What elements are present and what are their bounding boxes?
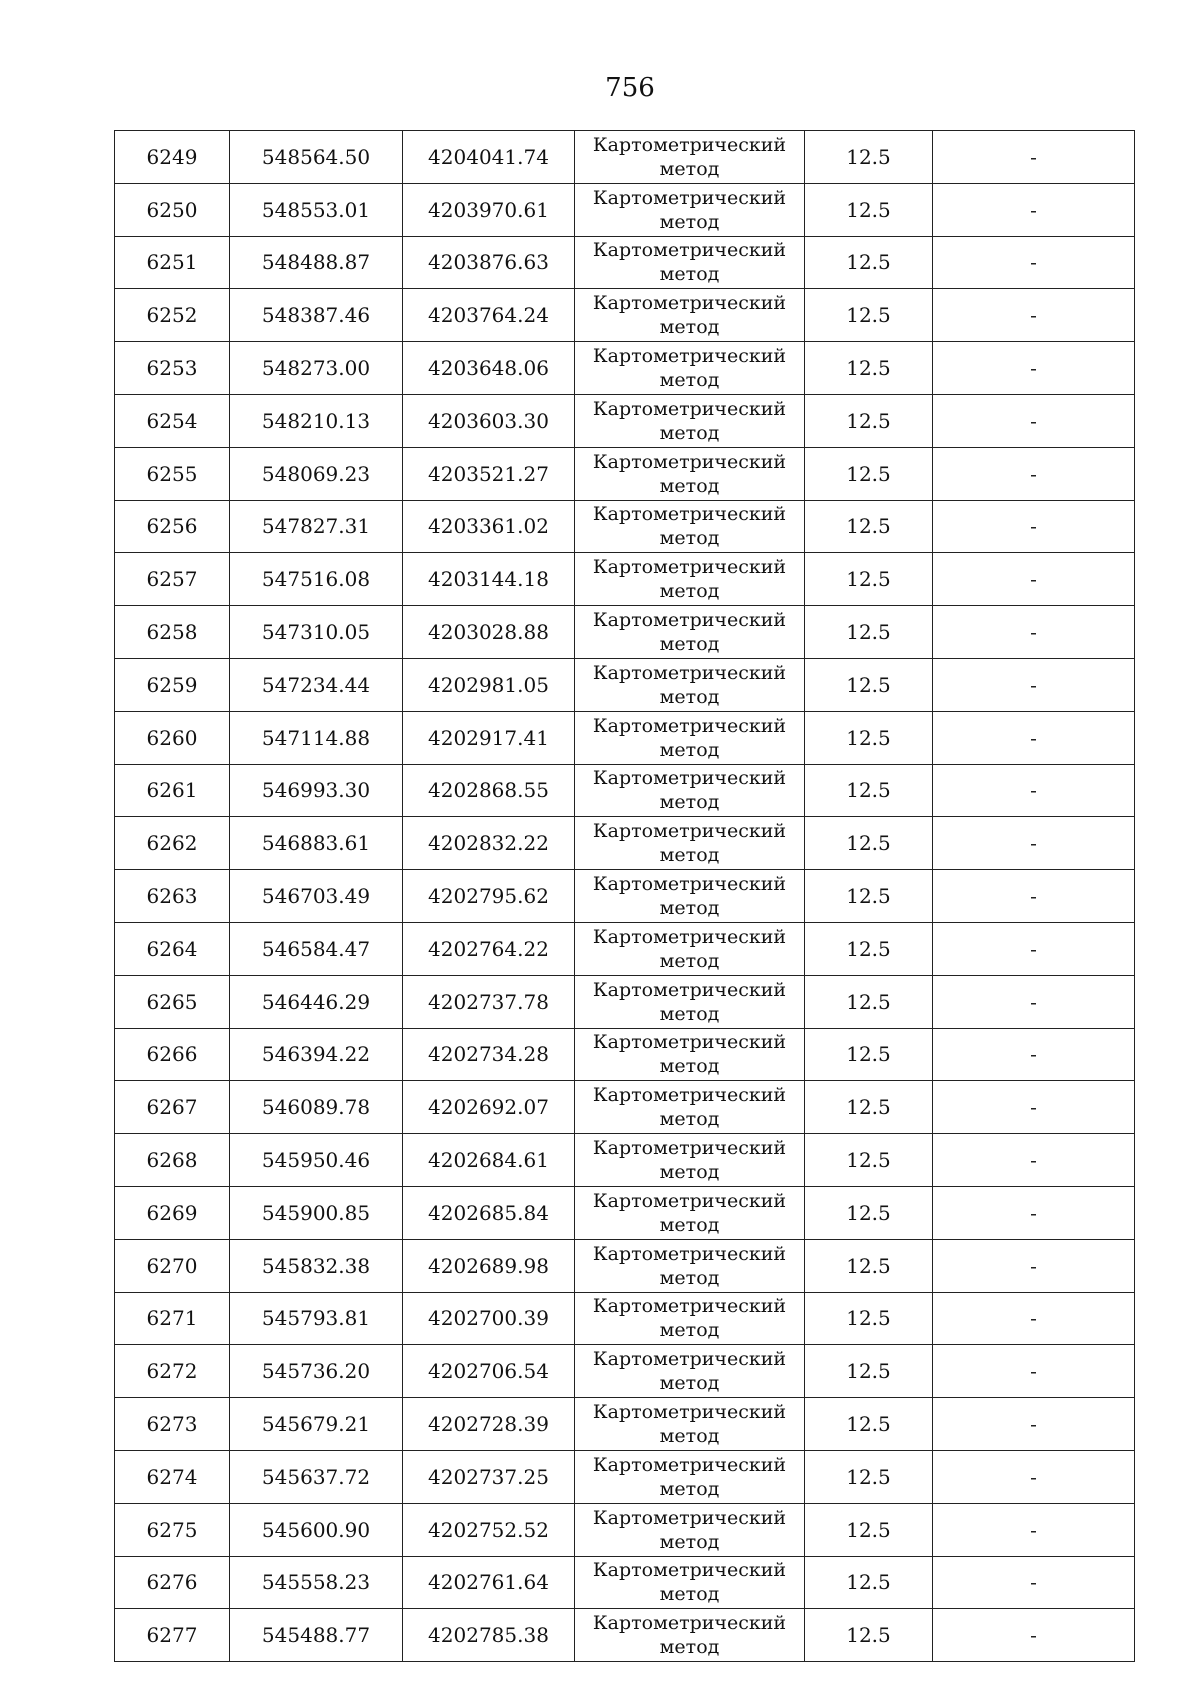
y-coordinate-cell: 4202981.05 [403, 658, 575, 711]
table-row [115, 817, 1135, 870]
x-coordinate-cell: 547234.44 [230, 658, 403, 711]
y-coordinate-cell: 4202689.98 [403, 1239, 575, 1292]
method-cell: Картометрический метод [575, 711, 805, 764]
table-row [115, 236, 1135, 289]
point-number-cell: 6263 [115, 870, 230, 923]
note-cell: - [933, 1134, 1135, 1187]
table-row [115, 1503, 1135, 1556]
x-coordinate-cell: 548069.23 [230, 447, 403, 500]
accuracy-cell: 12.5 [805, 606, 933, 659]
y-coordinate-cell: 4203970.61 [403, 183, 575, 236]
accuracy-cell: 12.5 [805, 1134, 933, 1187]
method-cell: Картометрический метод [575, 817, 805, 870]
method-cell: Картометрический метод [575, 975, 805, 1028]
table-row [115, 1450, 1135, 1503]
note-cell: - [933, 183, 1135, 236]
table-row [115, 1239, 1135, 1292]
point-number-cell: 6257 [115, 553, 230, 606]
method-cell: Картометрический метод [575, 289, 805, 342]
y-coordinate-cell: 4202700.39 [403, 1292, 575, 1345]
accuracy-cell: 12.5 [805, 1028, 933, 1081]
method-cell: Картометрический метод [575, 1345, 805, 1398]
method-cell: Картометрический метод [575, 1503, 805, 1556]
accuracy-cell: 12.5 [805, 922, 933, 975]
x-coordinate-cell: 546089.78 [230, 1081, 403, 1134]
point-number-cell: 6256 [115, 500, 230, 553]
note-cell: - [933, 1292, 1135, 1345]
x-coordinate-cell: 546993.30 [230, 764, 403, 817]
point-number-cell: 6253 [115, 342, 230, 395]
note-cell: - [933, 606, 1135, 659]
x-coordinate-cell: 545679.21 [230, 1398, 403, 1451]
point-number-cell: 6273 [115, 1398, 230, 1451]
point-number-cell: 6255 [115, 447, 230, 500]
note-cell: - [933, 1028, 1135, 1081]
note-cell: - [933, 1450, 1135, 1503]
note-cell: - [933, 817, 1135, 870]
x-coordinate-cell: 548387.46 [230, 289, 403, 342]
method-cell: Картометрический метод [575, 342, 805, 395]
point-number-cell: 6267 [115, 1081, 230, 1134]
table-row [115, 447, 1135, 500]
x-coordinate-cell: 548564.50 [230, 131, 403, 184]
table-row [115, 1134, 1135, 1187]
note-cell: - [933, 1186, 1135, 1239]
y-coordinate-cell: 4203144.18 [403, 553, 575, 606]
accuracy-cell: 12.5 [805, 236, 933, 289]
accuracy-cell: 12.5 [805, 553, 933, 606]
table-row [115, 553, 1135, 606]
accuracy-cell: 12.5 [805, 1239, 933, 1292]
y-coordinate-cell: 4203876.63 [403, 236, 575, 289]
method-cell: Картометрический метод [575, 500, 805, 553]
table-row [115, 1609, 1135, 1662]
point-number-cell: 6264 [115, 922, 230, 975]
x-coordinate-cell: 548488.87 [230, 236, 403, 289]
method-cell: Картометрический метод [575, 1398, 805, 1451]
table-row [115, 764, 1135, 817]
point-number-cell: 6251 [115, 236, 230, 289]
point-number-cell: 6249 [115, 131, 230, 184]
accuracy-cell: 12.5 [805, 183, 933, 236]
method-cell: Картометрический метод [575, 1556, 805, 1609]
table-row [115, 1398, 1135, 1451]
method-cell: Картометрический метод [575, 1292, 805, 1345]
table-row [115, 1345, 1135, 1398]
x-coordinate-cell: 545637.72 [230, 1450, 403, 1503]
x-coordinate-cell: 548210.13 [230, 394, 403, 447]
accuracy-cell: 12.5 [805, 1345, 933, 1398]
method-cell: Картометрический метод [575, 394, 805, 447]
table-row [115, 658, 1135, 711]
note-cell: - [933, 500, 1135, 553]
point-number-cell: 6265 [115, 975, 230, 1028]
table-row [115, 1186, 1135, 1239]
accuracy-cell: 12.5 [805, 711, 933, 764]
note-cell: - [933, 553, 1135, 606]
method-cell: Картометрический метод [575, 606, 805, 659]
accuracy-cell: 12.5 [805, 1292, 933, 1345]
note-cell: - [933, 1398, 1135, 1451]
y-coordinate-cell: 4203648.06 [403, 342, 575, 395]
method-cell: Картометрический метод [575, 131, 805, 184]
x-coordinate-cell: 545736.20 [230, 1345, 403, 1398]
table-row [115, 183, 1135, 236]
point-number-cell: 6262 [115, 817, 230, 870]
note-cell: - [933, 1239, 1135, 1292]
y-coordinate-cell: 4202728.39 [403, 1398, 575, 1451]
x-coordinate-cell: 545950.46 [230, 1134, 403, 1187]
method-cell: Картометрический метод [575, 183, 805, 236]
table-row [115, 131, 1135, 184]
y-coordinate-cell: 4202868.55 [403, 764, 575, 817]
note-cell: - [933, 394, 1135, 447]
note-cell: - [933, 236, 1135, 289]
point-number-cell: 6259 [115, 658, 230, 711]
accuracy-cell: 12.5 [805, 1450, 933, 1503]
point-number-cell: 6271 [115, 1292, 230, 1345]
coordinates-table-body [115, 131, 1135, 1662]
accuracy-cell: 12.5 [805, 817, 933, 870]
y-coordinate-cell: 4203764.24 [403, 289, 575, 342]
method-cell: Картометрический метод [575, 870, 805, 923]
table-row [115, 1081, 1135, 1134]
y-coordinate-cell: 4202764.22 [403, 922, 575, 975]
method-cell: Картометрический метод [575, 1609, 805, 1662]
point-number-cell: 6269 [115, 1186, 230, 1239]
table-row [115, 922, 1135, 975]
accuracy-cell: 12.5 [805, 1503, 933, 1556]
accuracy-cell: 12.5 [805, 1186, 933, 1239]
method-cell: Картометрический метод [575, 1081, 805, 1134]
point-number-cell: 6261 [115, 764, 230, 817]
table-row [115, 500, 1135, 553]
point-number-cell: 6270 [115, 1239, 230, 1292]
note-cell: - [933, 975, 1135, 1028]
point-number-cell: 6268 [115, 1134, 230, 1187]
point-number-cell: 6258 [115, 606, 230, 659]
point-number-cell: 6252 [115, 289, 230, 342]
point-number-cell: 6250 [115, 183, 230, 236]
accuracy-cell: 12.5 [805, 394, 933, 447]
note-cell: - [933, 289, 1135, 342]
x-coordinate-cell: 545558.23 [230, 1556, 403, 1609]
method-cell: Картометрический метод [575, 1450, 805, 1503]
point-number-cell: 6272 [115, 1345, 230, 1398]
note-cell: - [933, 870, 1135, 923]
y-coordinate-cell: 4202795.62 [403, 870, 575, 923]
x-coordinate-cell: 547516.08 [230, 553, 403, 606]
y-coordinate-cell: 4203361.02 [403, 500, 575, 553]
note-cell: - [933, 1609, 1135, 1662]
method-cell: Картометрический метод [575, 658, 805, 711]
y-coordinate-cell: 4202832.22 [403, 817, 575, 870]
note-cell: - [933, 131, 1135, 184]
accuracy-cell: 12.5 [805, 342, 933, 395]
accuracy-cell: 12.5 [805, 975, 933, 1028]
y-coordinate-cell: 4204041.74 [403, 131, 575, 184]
note-cell: - [933, 658, 1135, 711]
page-number: 756 [605, 73, 655, 103]
x-coordinate-cell: 548273.00 [230, 342, 403, 395]
x-coordinate-cell: 547310.05 [230, 606, 403, 659]
point-number-cell: 6254 [115, 394, 230, 447]
point-number-cell: 6276 [115, 1556, 230, 1609]
x-coordinate-cell: 547827.31 [230, 500, 403, 553]
coordinates-table [114, 130, 1135, 1662]
method-cell: Картометрический метод [575, 1186, 805, 1239]
point-number-cell: 6266 [115, 1028, 230, 1081]
x-coordinate-cell: 545832.38 [230, 1239, 403, 1292]
note-cell: - [933, 711, 1135, 764]
y-coordinate-cell: 4202734.28 [403, 1028, 575, 1081]
accuracy-cell: 12.5 [805, 131, 933, 184]
y-coordinate-cell: 4202692.07 [403, 1081, 575, 1134]
table-row [115, 289, 1135, 342]
table-row [115, 394, 1135, 447]
x-coordinate-cell: 545488.77 [230, 1609, 403, 1662]
x-coordinate-cell: 546883.61 [230, 817, 403, 870]
note-cell: - [933, 1081, 1135, 1134]
note-cell: - [933, 1345, 1135, 1398]
method-cell: Картометрический метод [575, 1239, 805, 1292]
table-row [115, 1292, 1135, 1345]
note-cell: - [933, 764, 1135, 817]
accuracy-cell: 12.5 [805, 1398, 933, 1451]
method-cell: Картометрический метод [575, 447, 805, 500]
y-coordinate-cell: 4202685.84 [403, 1186, 575, 1239]
method-cell: Картометрический метод [575, 1134, 805, 1187]
y-coordinate-cell: 4203521.27 [403, 447, 575, 500]
y-coordinate-cell: 4202761.64 [403, 1556, 575, 1609]
x-coordinate-cell: 546446.29 [230, 975, 403, 1028]
note-cell: - [933, 447, 1135, 500]
note-cell: - [933, 1503, 1135, 1556]
x-coordinate-cell: 545900.85 [230, 1186, 403, 1239]
accuracy-cell: 12.5 [805, 289, 933, 342]
table-row [115, 342, 1135, 395]
x-coordinate-cell: 545793.81 [230, 1292, 403, 1345]
note-cell: - [933, 342, 1135, 395]
y-coordinate-cell: 4202917.41 [403, 711, 575, 764]
table-row [115, 606, 1135, 659]
method-cell: Картометрический метод [575, 553, 805, 606]
accuracy-cell: 12.5 [805, 658, 933, 711]
point-number-cell: 6277 [115, 1609, 230, 1662]
accuracy-cell: 12.5 [805, 447, 933, 500]
point-number-cell: 6260 [115, 711, 230, 764]
y-coordinate-cell: 4203028.88 [403, 606, 575, 659]
y-coordinate-cell: 4203603.30 [403, 394, 575, 447]
table-row [115, 975, 1135, 1028]
accuracy-cell: 12.5 [805, 870, 933, 923]
note-cell: - [933, 922, 1135, 975]
y-coordinate-cell: 4202785.38 [403, 1609, 575, 1662]
table-row [115, 711, 1135, 764]
accuracy-cell: 12.5 [805, 1556, 933, 1609]
table-row [115, 870, 1135, 923]
y-coordinate-cell: 4202706.54 [403, 1345, 575, 1398]
y-coordinate-cell: 4202737.78 [403, 975, 575, 1028]
y-coordinate-cell: 4202684.61 [403, 1134, 575, 1187]
method-cell: Картометрический метод [575, 1028, 805, 1081]
table-row [115, 1028, 1135, 1081]
x-coordinate-cell: 545600.90 [230, 1503, 403, 1556]
accuracy-cell: 12.5 [805, 500, 933, 553]
x-coordinate-cell: 548553.01 [230, 183, 403, 236]
x-coordinate-cell: 546394.22 [230, 1028, 403, 1081]
point-number-cell: 6274 [115, 1450, 230, 1503]
x-coordinate-cell: 547114.88 [230, 711, 403, 764]
accuracy-cell: 12.5 [805, 1609, 933, 1662]
method-cell: Картометрический метод [575, 236, 805, 289]
accuracy-cell: 12.5 [805, 764, 933, 817]
accuracy-cell: 12.5 [805, 1081, 933, 1134]
point-number-cell: 6275 [115, 1503, 230, 1556]
table-row [115, 1556, 1135, 1609]
y-coordinate-cell: 4202752.52 [403, 1503, 575, 1556]
y-coordinate-cell: 4202737.25 [403, 1450, 575, 1503]
note-cell: - [933, 1556, 1135, 1609]
method-cell: Картометрический метод [575, 922, 805, 975]
x-coordinate-cell: 546703.49 [230, 870, 403, 923]
x-coordinate-cell: 546584.47 [230, 922, 403, 975]
method-cell: Картометрический метод [575, 764, 805, 817]
